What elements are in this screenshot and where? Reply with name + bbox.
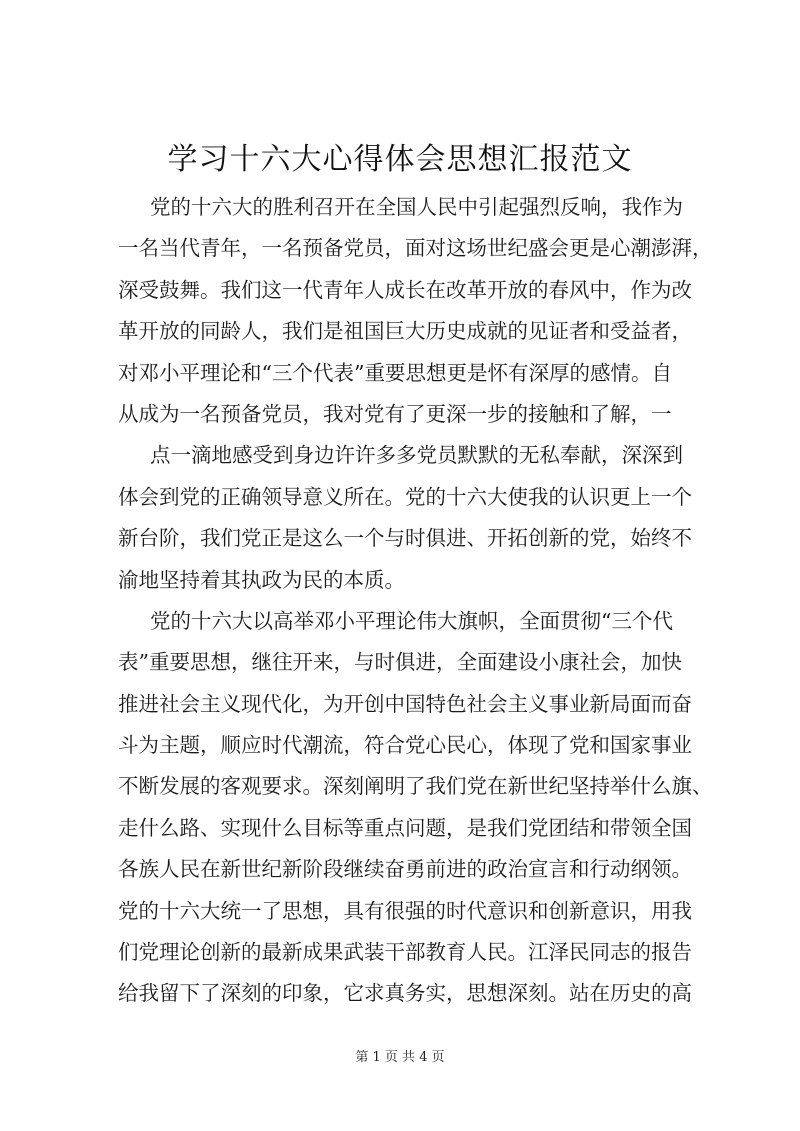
body-line: 给我留下了深刻的印象，它求真务实，思想深刻。站在历史的高 bbox=[118, 981, 692, 1006]
body-line: 走什么路、实现什么目标等重点问题，是我们党团结和带领全国 bbox=[118, 815, 692, 840]
body-line: 斗为主题，顺应时代潮流，符合党心民心，体现了党和国家事业 bbox=[118, 733, 692, 758]
page-title: 学习十六大心得体会思想汇报范文 bbox=[167, 142, 633, 177]
body-line: 党的十六大以高举邓小平理论伟大旗帜，全面贯彻“三个代 bbox=[150, 608, 673, 633]
body-line: 们党理论创新的最新成果武装干部教育人民。江泽民同志的报告 bbox=[118, 940, 692, 965]
body-line: 党的十六大的胜利召开在全国人民中引起强烈反响，我作为 bbox=[150, 195, 683, 219]
body-line: 推进社会主义现代化，为开创中国特色社会主义事业新局面而奋 bbox=[118, 691, 692, 716]
document-body bbox=[118, 187, 718, 1015]
body-line: 党的十六大统一了思想，具有很强的时代意识和创新意识，用我 bbox=[118, 898, 692, 923]
body-line: 不断发展的客观要求。深刻阐明了我们党在新世纪坚持举什么旗、 bbox=[118, 774, 713, 799]
body-line: 一名当代青年，一名预备党员，面对这场世纪盛会更是心潮澎湃， bbox=[118, 236, 713, 261]
body-line: 各族人民在新世纪新阶段继续奋勇前进的政治宣言和行动纲领。 bbox=[118, 857, 692, 882]
body-line: 渝地坚持着其执政为民的本质。 bbox=[118, 567, 405, 592]
body-line: 新台阶，我们党正是这么一个与时俱进、开拓创新的党，始终不 bbox=[118, 526, 692, 551]
page-footer: 第 1 页 共 4 页 bbox=[355, 1050, 445, 1065]
body-line: 革开放的同龄人，我们是祖国巨大历史成就的见证者和受益者， bbox=[118, 319, 692, 344]
body-line: 体会到党的正确领导意义所在。党的十六大使我的认识更上一个 bbox=[118, 484, 692, 509]
body-line: 从成为一名预备党员，我对党有了更深一步的接触和了解，一 bbox=[118, 401, 672, 426]
body-line: 深受鼓舞。我们这一代青年人成长在改革开放的春风中，作为改 bbox=[118, 277, 692, 302]
body-line: 点一滴地感受到身边许许多多党员默默的无私奉献，深深到 bbox=[150, 443, 683, 468]
body-line: 表”重要思想，继往开来，与时俱进，全面建设小康社会，加快 bbox=[118, 650, 682, 675]
body-line: 对邓小平理论和“三个代表”重要思想更是怀有深厚的感情。自 bbox=[118, 360, 672, 385]
